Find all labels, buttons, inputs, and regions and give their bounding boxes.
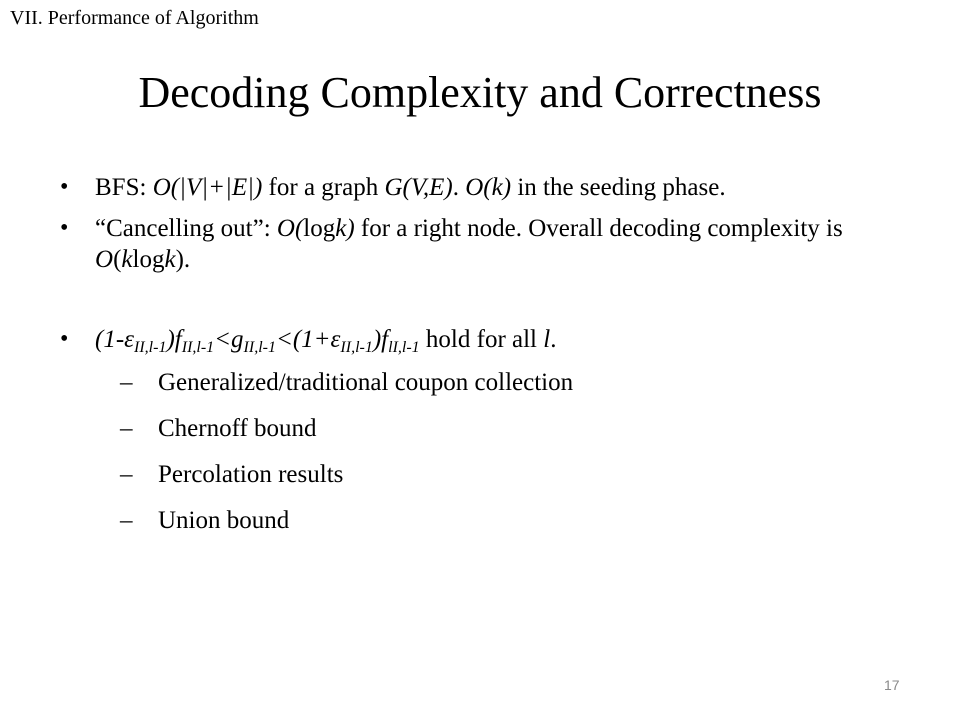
math-expression: O(|V|+|E|) [152,174,263,201]
bullet-text: hold for all [419,326,544,353]
spacer [60,275,920,324]
bullet-text: in the seeding phase. [511,174,726,201]
sub-bullet-text: Chernoff bound [158,415,317,442]
math-expression: k) [335,215,355,242]
page-number: 17 [884,677,900,693]
bullet-text: . [452,174,466,201]
bullet-text: log [132,246,165,273]
math-subscript: II,l-1 [134,339,167,356]
math-expression: k [164,246,176,273]
bullet-marker: • [60,326,69,352]
sub-bullet [120,413,920,444]
sub-bullet [120,367,920,398]
math-expression: )f [166,326,182,353]
math-expression: (1-ε [95,326,135,353]
bullet-cancelling-out [60,213,920,275]
bullet-text: BFS: [95,174,153,201]
math-expression: G(V,E) [384,174,453,201]
sub-bullet-text: Percolation results [158,461,344,488]
bullet-text: “Cancelling out”: [95,215,277,242]
math-subscript: lI,l-1 [388,339,420,356]
bullet-text: ). [175,246,191,273]
sub-bullet-list [120,367,920,536]
sub-bullet [120,459,920,490]
bullet-bfs-complexity [60,172,920,203]
bullet-text: for a graph [262,174,385,201]
bullet-inequality [60,324,920,355]
math-subscript: II,l-1 [243,339,276,356]
math-expression: O [95,246,114,273]
math-expression: l [543,326,551,353]
math-expression: O(k) [465,174,512,201]
bullet-text: log [303,215,336,242]
slide-title: Decoding Complexity and Correctness [138,68,822,117]
dash-marker: – [120,507,133,534]
sub-bullet-text: Union bound [158,507,290,534]
math-expression: )f [372,326,389,353]
dash-marker: – [120,369,133,396]
sub-bullet [120,505,920,536]
bullet-text: for a right node. Overall decoding complexity is [354,215,843,242]
math-expression: k [121,246,133,273]
math-subscript: II,l-1 [181,339,215,356]
math-subscript: II,l-1 [340,339,373,356]
math-expression: <(1+ε [275,326,341,353]
section-label: VII. Performance of Algorithm [10,7,259,29]
math-expression: O( [276,215,304,242]
bullet-text: . [550,326,557,353]
sub-bullet-text: Generalized/traditional coupon collection [158,369,574,396]
bullet-marker: • [60,174,69,200]
math-expression: <g [214,326,244,353]
dash-marker: – [120,461,133,488]
bullet-text: ( [113,246,122,273]
bullet-list [60,172,920,551]
bullet-marker: • [60,215,69,241]
dash-marker: – [120,415,133,442]
